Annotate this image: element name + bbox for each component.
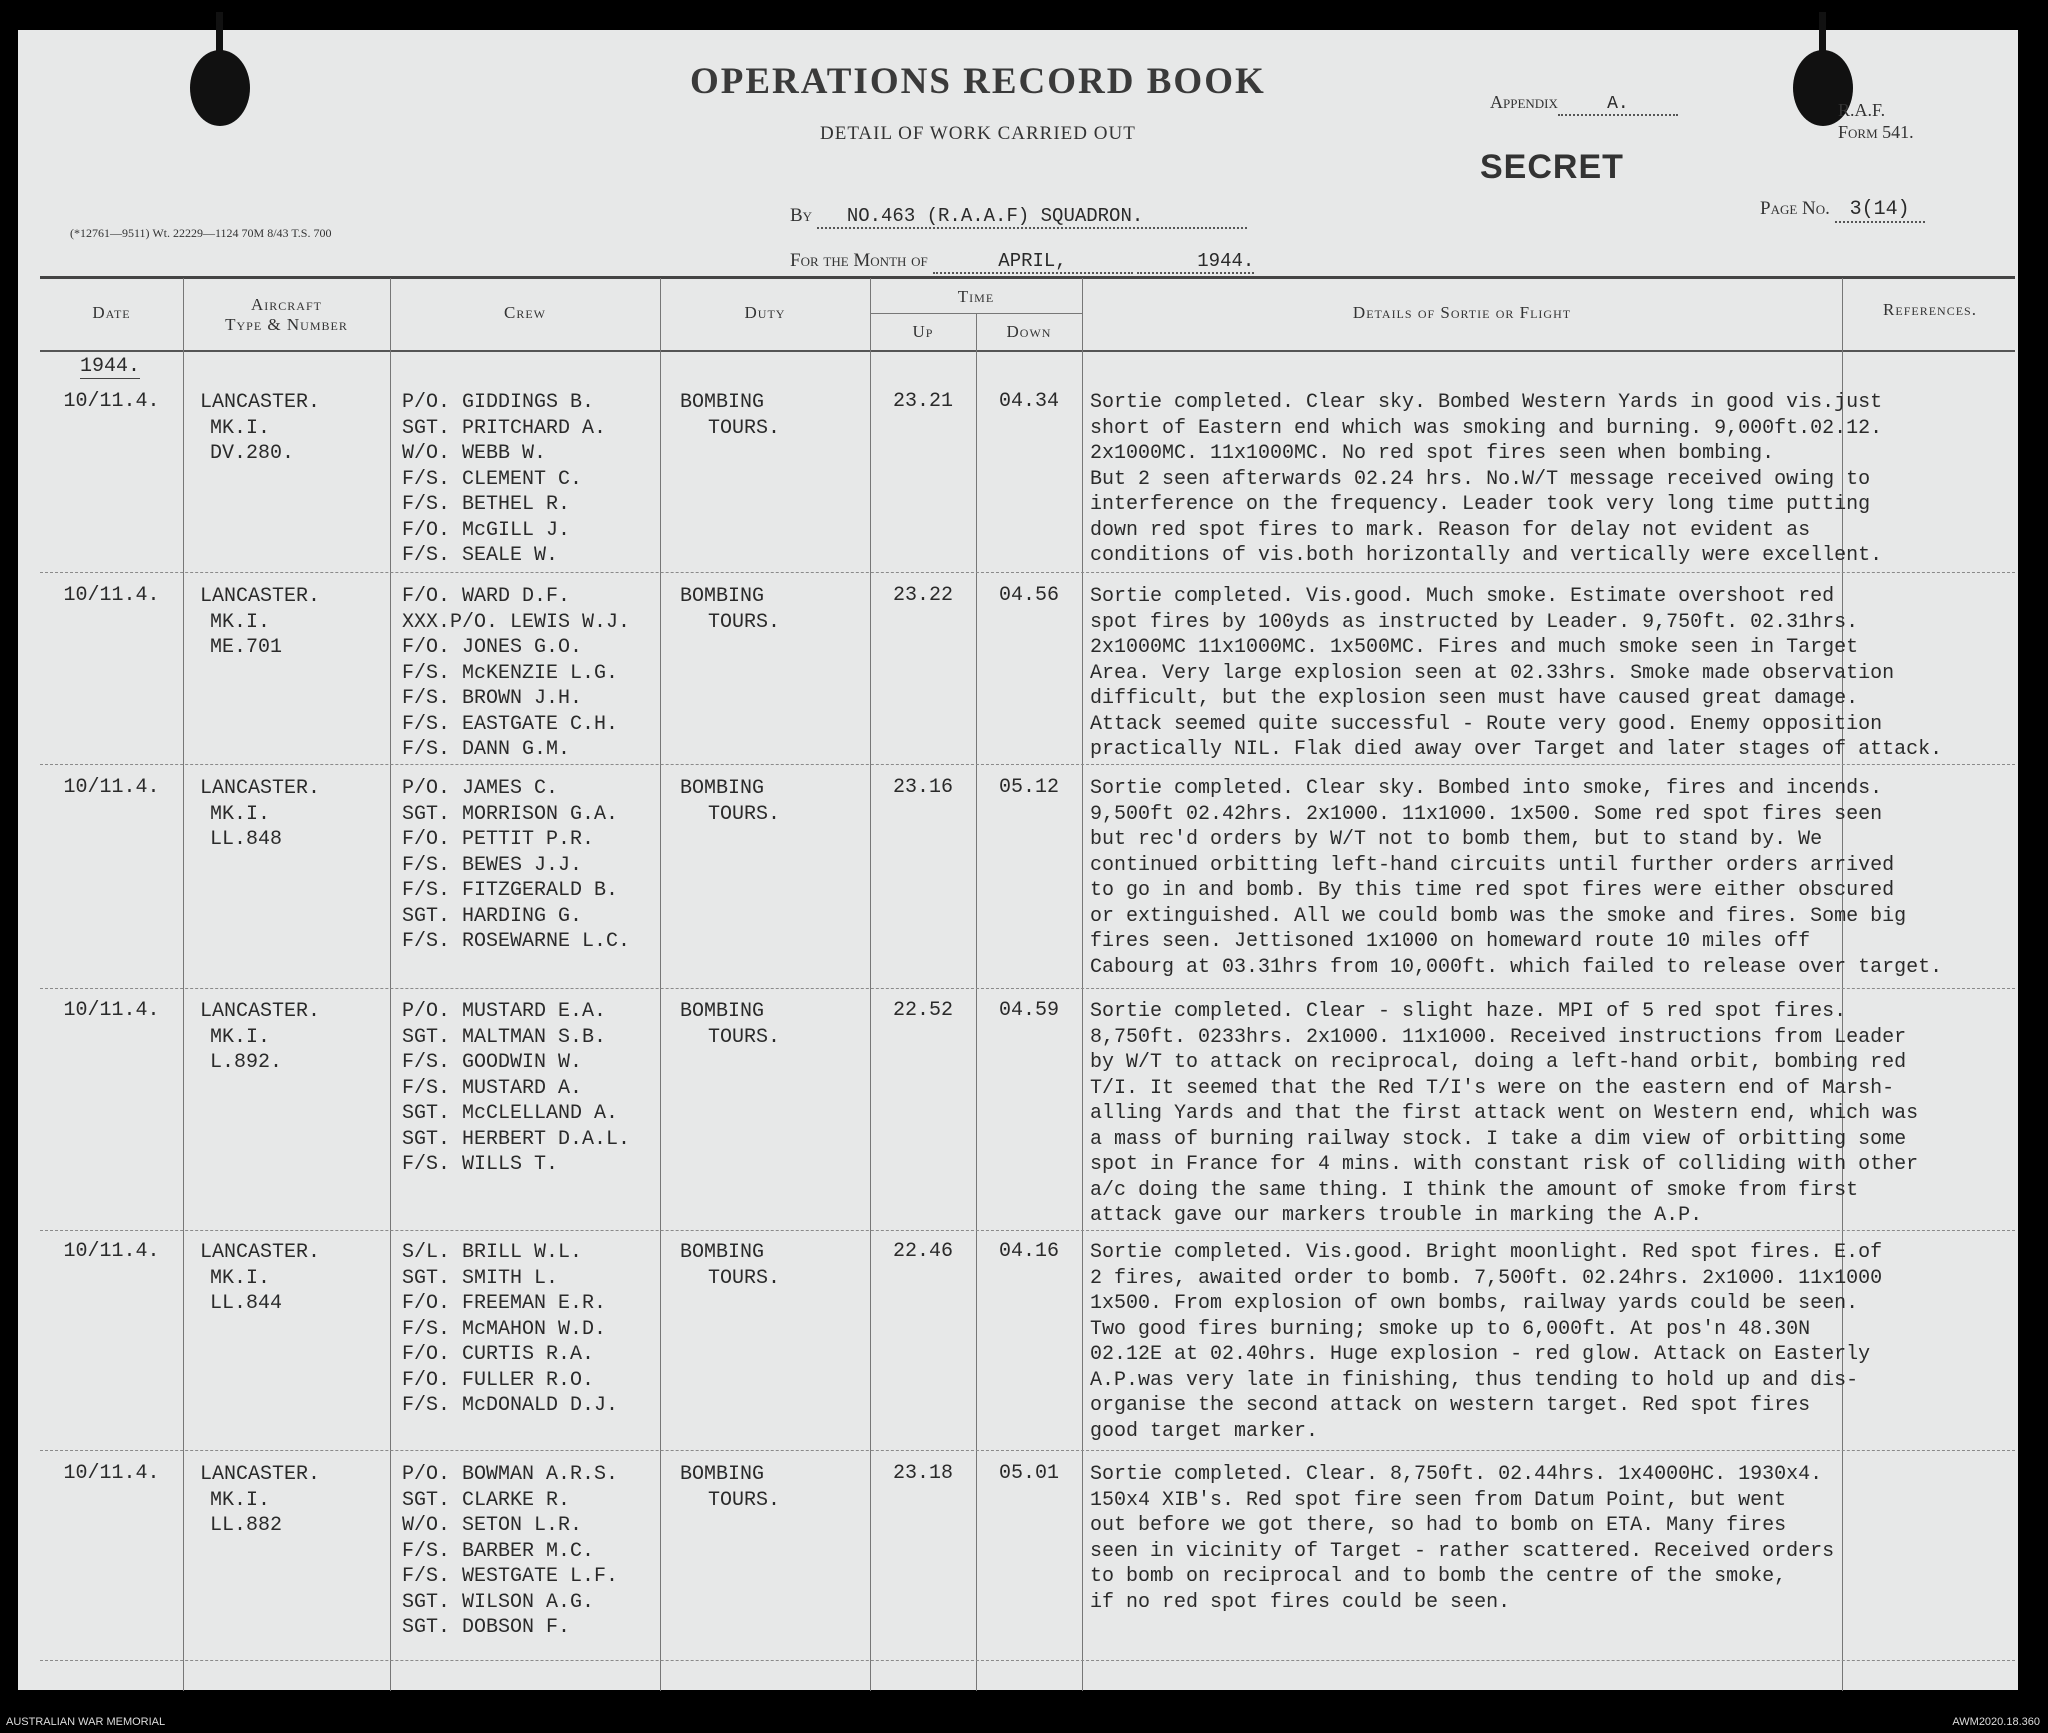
crew-member: F/S. FITZGERALD B. (402, 879, 619, 902)
crew-member: SGT. CLARKE R. (402, 1488, 571, 1512)
month-field (790, 250, 1254, 274)
aircraft-line: MK.I. (210, 1025, 271, 1049)
row-date: 10/11.4. (63, 1462, 160, 1485)
details-line: fires seen. Jettisoned 1x1000 on homeward route 10 miles off (1090, 930, 1811, 953)
row-duty (680, 1240, 780, 1291)
row-details (1090, 999, 1918, 1229)
details-line: attack gave our markers trouble in marking the A.P. (1090, 1204, 1703, 1227)
row-time-up: 23.16 (892, 776, 953, 799)
aircraft-line: LL.848 (210, 828, 283, 851)
row-separator (40, 988, 2015, 989)
crew-member: F/O. FULLER R.O. (402, 1368, 595, 1392)
secret-stamp: SECRET (1480, 148, 1624, 186)
squadron-field (790, 205, 1247, 229)
col-header-down: Down (1006, 322, 1052, 341)
row-details (1090, 1240, 1882, 1444)
col-header-aircraft-line1: Aircraft (251, 295, 322, 314)
footer-left: AUSTRALIAN WAR MEMORIAL (6, 1716, 166, 1728)
row-aircraft (200, 584, 320, 661)
aircraft-line: LANCASTER. (200, 1241, 321, 1264)
details-line: Cabourg at 03.31hrs from 10,000ft. which failed to release over target. (1090, 955, 1943, 979)
appendix-field (1490, 92, 1678, 116)
details-line: difficult, but the explosion seen must have caused great damage. (1090, 687, 1859, 710)
row-crew (402, 776, 630, 955)
details-line: Area. Very large explosion seen at 02.33hrs. Smoke made observation (1090, 661, 1895, 685)
table-header-rule (40, 350, 2015, 352)
year-prefix: 19 (1197, 250, 1221, 272)
row-time-down: 04.56 (998, 584, 1059, 607)
details-line: Attack seemed quite successful - Route very good. Enemy opposition (1090, 712, 1883, 736)
footer-right: AWM2020.18.360 (1952, 1716, 2040, 1728)
details-line: spot fires by 100yds as instructed by Leader. 9,750ft. 02.31hrs. (1090, 610, 1859, 634)
crew-member: P/O. JAMES C. (402, 777, 559, 800)
crew-member: W/O. SETON L.R. (402, 1514, 583, 1537)
row-details (1090, 584, 1942, 763)
row-duty (680, 1462, 780, 1513)
row-aircraft (200, 999, 320, 1076)
aircraft-line: LANCASTER. (200, 391, 321, 414)
crew-member: SGT. McCLELLAND A. (402, 1102, 619, 1125)
details-line: or extinguished. All we could bomb was the smoke and fires. Some big (1090, 904, 1907, 928)
details-line: 2 fires, awaited order to bomb. 7,500ft. 02.24hrs. 2x1000. 11x1000 (1090, 1266, 1883, 1290)
aircraft-line: LANCASTER. (200, 1463, 321, 1486)
duty-line: BOMBING (680, 1000, 765, 1023)
details-line: 02.12E at 02.40hrs. Huge explosion - red glow. Attack on Easterly (1090, 1343, 1871, 1366)
crew-member: F/O. JONES G.O. (402, 636, 583, 659)
duty-line: BOMBING (680, 1463, 765, 1486)
details-line: 9,500ft 02.42hrs. 2x1000. 11x1000. 1x500. Some red spot fires seen (1090, 802, 1883, 826)
aircraft-line: LL.882 (210, 1514, 283, 1537)
table-top-rule (40, 276, 2015, 279)
appendix-label: Appendix (1490, 92, 1558, 112)
row-time-down: 04.16 (998, 1240, 1059, 1263)
duty-line: BOMBING (680, 777, 765, 800)
crew-member: F/O. WARD D.F. (402, 585, 571, 608)
print-code: (*12761—9511) Wt. 22229—1124 70M 8/43 T.S. 700 (70, 226, 332, 240)
col-divider (1082, 278, 1083, 1691)
row-time-up: 22.52 (892, 999, 953, 1022)
row-separator (40, 764, 2015, 765)
row-date: 10/11.4. (63, 1240, 160, 1263)
page-number-value: 3(14) (1835, 198, 1925, 223)
raf-form-line1: R.A.F. (1838, 100, 1886, 120)
row-date: 10/11.4. (63, 390, 160, 413)
crew-member: P/O. GIDDINGS B. (402, 391, 595, 414)
crew-member: F/O. PETTIT P.R. (402, 828, 595, 851)
crew-member: F/S. WESTGATE L.F. (402, 1565, 619, 1588)
duty-line: TOURS. (708, 416, 781, 440)
row-time-down: 05.01 (998, 1462, 1059, 1485)
row-time-up: 23.21 (892, 390, 953, 413)
details-line: Two good fires burning; smoke up to 6,000ft. At pos'n 48.30N (1090, 1317, 1811, 1341)
row-crew (402, 390, 606, 569)
crew-member: F/S. BARBER M.C. (402, 1539, 595, 1563)
row-separator (40, 1230, 2015, 1231)
year-value: 44. (1220, 250, 1255, 272)
details-line: 8,750ft. 0233hrs. 2x1000. 11x1000. Received instructions from Leader (1090, 1025, 1907, 1049)
month-value: APRIL, (933, 250, 1133, 274)
aircraft-line: MK.I. (210, 610, 271, 634)
row-aircraft (200, 1462, 320, 1539)
col-header-duty: Duty (744, 303, 786, 322)
row-separator (40, 1450, 2015, 1451)
crew-member: SGT. PRITCHARD A. (402, 416, 607, 440)
crew-member: F/S. McDONALD D.J. (402, 1394, 619, 1417)
row-crew (402, 584, 630, 763)
crew-member: F/S. McMAHON W.D. (402, 1317, 607, 1341)
crew-member: F/S. BETHEL R. (402, 493, 571, 516)
details-line: seen in vicinity of Target - rather scattered. Received orders (1090, 1539, 1835, 1563)
details-line: Sortie completed. Clear - slight haze. MPI of 5 red spot fires. (1090, 1000, 1847, 1023)
details-line: alling Yards and that the first attack went on Western end, which was (1090, 1102, 1919, 1125)
details-line: Sortie completed. Vis.good. Much smoke. Estimate overshoot red (1090, 585, 1835, 608)
col-header-up: Up (912, 322, 934, 341)
details-line: practically NIL. Flak died away over Target and later stages of attack. (1090, 738, 1943, 761)
row-aircraft (200, 390, 320, 467)
details-line: Sortie completed. Clear. 8,750ft. 02.44hrs. 1x4000HC. 1930x4. (1090, 1463, 1823, 1486)
details-line: conditions of vis.both horizontally and vertically were excellent. (1090, 544, 1883, 567)
row-time-down: 04.59 (998, 999, 1059, 1022)
col-header-time: Time (957, 287, 995, 306)
details-line: good target marker. (1090, 1419, 1319, 1443)
crew-member: SGT. MORRISON G.A. (402, 802, 619, 826)
aircraft-line: LANCASTER. (200, 585, 321, 608)
row-date: 10/11.4. (63, 776, 160, 799)
duty-line: TOURS. (708, 1488, 781, 1512)
col-header-date: Date (92, 303, 131, 322)
duty-line: BOMBING (680, 1241, 765, 1264)
details-line: continued orbitting left-hand circuits until further orders arrived (1090, 853, 1895, 877)
crew-member: SGT. DOBSON F. (402, 1616, 571, 1639)
row-details (1090, 390, 1882, 569)
month-label: For the Month of (790, 250, 928, 271)
row-time-down: 05.12 (998, 776, 1059, 799)
raf-form-line2: Form 541. (1838, 122, 1914, 142)
details-line: Sortie completed. Clear sky. Bombed Western Yards in good vis.just (1090, 391, 1883, 414)
col-header-aircraft (183, 295, 390, 335)
details-line: organise the second attack on western target. Red spot fires (1090, 1394, 1811, 1417)
col-divider (390, 278, 391, 1691)
aircraft-line: LANCASTER. (200, 777, 321, 800)
crew-member: SGT. SMITH L. (402, 1266, 559, 1290)
row-crew (402, 999, 630, 1178)
crew-member: SGT. HERBERT D.A.L. (402, 1127, 631, 1151)
crew-member: F/S. WILLS T. (402, 1153, 559, 1176)
aircraft-line: MK.I. (210, 1266, 271, 1290)
col-divider (183, 278, 184, 1691)
row-time-down: 04.34 (998, 390, 1059, 413)
aircraft-line: LL.844 (210, 1292, 283, 1315)
crew-member: F/S. BROWN J.H. (402, 687, 583, 710)
details-line: 2x1000MC 11x1000MC. 1x500MC. Fires and much smoke seen in Target (1090, 636, 1859, 659)
details-line: by W/T to attack on reciprocal, doing a left-hand orbit, bombing red (1090, 1051, 1907, 1074)
crew-member: P/O. MUSTARD E.A. (402, 1000, 607, 1023)
details-line: out before we got there, so had to bomb on ETA. Many fires (1090, 1514, 1787, 1537)
crew-member: SGT. MALTMAN S.B. (402, 1025, 607, 1049)
duty-line: TOURS. (708, 1266, 781, 1290)
duty-line: BOMBING (680, 585, 765, 608)
row-aircraft (200, 776, 320, 853)
form-title: OPERATIONS RECORD BOOK (690, 61, 1266, 102)
aircraft-line: MK.I. (210, 1488, 271, 1512)
col-divider (660, 278, 661, 1691)
details-line: T/I. It seemed that the Red T/I's were on the eastern end of Marsh- (1090, 1076, 1895, 1100)
crew-member: F/S. McKENZIE L.G. (402, 661, 619, 685)
details-line: 150x4 XIB's. Red spot fire seen from Datum Point, but went (1090, 1488, 1787, 1512)
duty-line: TOURS. (708, 1025, 781, 1049)
row-aircraft (200, 1240, 320, 1317)
details-line: Sortie completed. Clear sky. Bombed into smoke, fires and incends. (1090, 777, 1883, 800)
crew-member: F/O. CURTIS R.A. (402, 1343, 595, 1366)
details-line: interference on the frequency. Leader took very long time putting (1090, 493, 1871, 516)
col-header-crew: Crew (504, 303, 546, 322)
details-line: 1x500. From explosion of own bombs, railway yards could be seen. (1090, 1292, 1859, 1315)
crew-member: F/S. EASTGATE C.H. (402, 712, 619, 736)
by-label: By (790, 205, 813, 226)
crew-member: S/L. BRILL W.L. (402, 1241, 583, 1264)
row-duty (680, 584, 780, 635)
crew-member: F/S. GOODWIN W. (402, 1051, 583, 1074)
aircraft-line: ME.701 (210, 636, 283, 659)
crew-member: F/S. DANN G.M. (402, 738, 571, 761)
row-duty (680, 390, 780, 441)
aircraft-line: MK.I. (210, 416, 271, 440)
details-line: but rec'd orders by W/T not to bomb them, but to stand by. We (1090, 828, 1823, 851)
appendix-value: A. (1558, 94, 1678, 116)
row-date: 10/11.4. (63, 584, 160, 607)
row-crew (402, 1240, 618, 1419)
details-line: short of Eastern end which was smoking and burning. 9,000ft.02.12. (1090, 416, 1883, 440)
details-line: But 2 seen afterwards 02.24 hrs. No.W/T message received owing to (1090, 467, 1871, 491)
duty-line: TOURS. (708, 610, 781, 634)
crew-member: F/S. CLEMENT C. (402, 467, 583, 491)
row-time-up: 23.18 (892, 1462, 953, 1485)
year-entry: 1944. (80, 355, 141, 378)
page-number-field (1760, 198, 1925, 223)
crew-member: W/O. WEBB W. (402, 442, 547, 465)
binder-hole-left (190, 50, 250, 126)
crew-member: SGT. HARDING G. (402, 904, 583, 928)
duty-line: TOURS. (708, 802, 781, 826)
row-time-up: 23.22 (892, 584, 953, 607)
crew-member: F/S. ROSEWARNE L.C. (402, 930, 631, 953)
row-details (1090, 776, 1942, 980)
col-header-references: References. (1883, 300, 1977, 319)
details-line: if no red spot fires could be seen. (1090, 1590, 1511, 1614)
page-label: Page No. (1760, 198, 1830, 219)
details-line: Sortie completed. Vis.good. Bright moonlight. Red spot fires. E.of (1090, 1241, 1883, 1264)
row-separator (40, 1660, 2015, 1661)
crew-member: F/S. BEWES J.J. (402, 853, 583, 877)
aircraft-line: MK.I. (210, 802, 271, 826)
details-line: down red spot fires to mark. Reason for delay not evident as (1090, 518, 1811, 542)
details-line: to go in and bomb. By this time red spot fires were either obscured (1090, 879, 1895, 902)
duty-line: BOMBING (680, 391, 765, 414)
crew-member: F/S. SEALE W. (402, 544, 559, 567)
row-duty (680, 999, 780, 1050)
crew-member: XXX.P/O. LEWIS W.J. (402, 610, 631, 634)
row-date: 10/11.4. (63, 999, 160, 1022)
details-line: spot in France for 4 mins. with constant risk of colliding with other (1090, 1153, 1919, 1176)
crew-member: SGT. WILSON A.G. (402, 1590, 595, 1614)
col-header-details: Details of Sortie or Flight (1352, 303, 1572, 322)
squadron-value: NO.463 (R.A.A.F) SQUADRON. (817, 205, 1247, 229)
details-line: to bomb on reciprocal and to bomb the centre of the smoke, (1090, 1565, 1787, 1588)
details-line: a mass of burning railway stock. I take a dim view of orbitting some (1090, 1127, 1907, 1151)
crew-member: F/O. McGILL J. (402, 518, 571, 542)
aircraft-line: DV.280. (210, 442, 295, 465)
row-crew (402, 1462, 618, 1641)
crew-member: F/S. MUSTARD A. (402, 1076, 583, 1100)
crew-member: F/O. FREEMAN E.R. (402, 1292, 607, 1315)
crew-member: P/O. BOWMAN A.R.S. (402, 1463, 619, 1486)
details-line: 2x1000MC. 11x1000MC. No red spot fires seen when bombing. (1090, 442, 1775, 465)
details-line: A.P.was very late in finishing, thus tending to hold up and dis- (1090, 1368, 1859, 1392)
time-subheader-rule (870, 313, 1082, 314)
aircraft-line: LANCASTER. (200, 1000, 321, 1023)
details-line: a/c doing the same thing. I think the amount of smoke from first (1090, 1178, 1859, 1202)
row-details (1090, 1462, 1834, 1615)
row-duty (680, 776, 780, 827)
row-time-up: 22.46 (892, 1240, 953, 1263)
row-separator (40, 572, 2015, 573)
aircraft-line: L.892. (210, 1051, 283, 1074)
col-header-aircraft-line2: Type & Number (225, 315, 348, 334)
form-subtitle: DETAIL OF WORK CARRIED OUT (820, 123, 1136, 144)
